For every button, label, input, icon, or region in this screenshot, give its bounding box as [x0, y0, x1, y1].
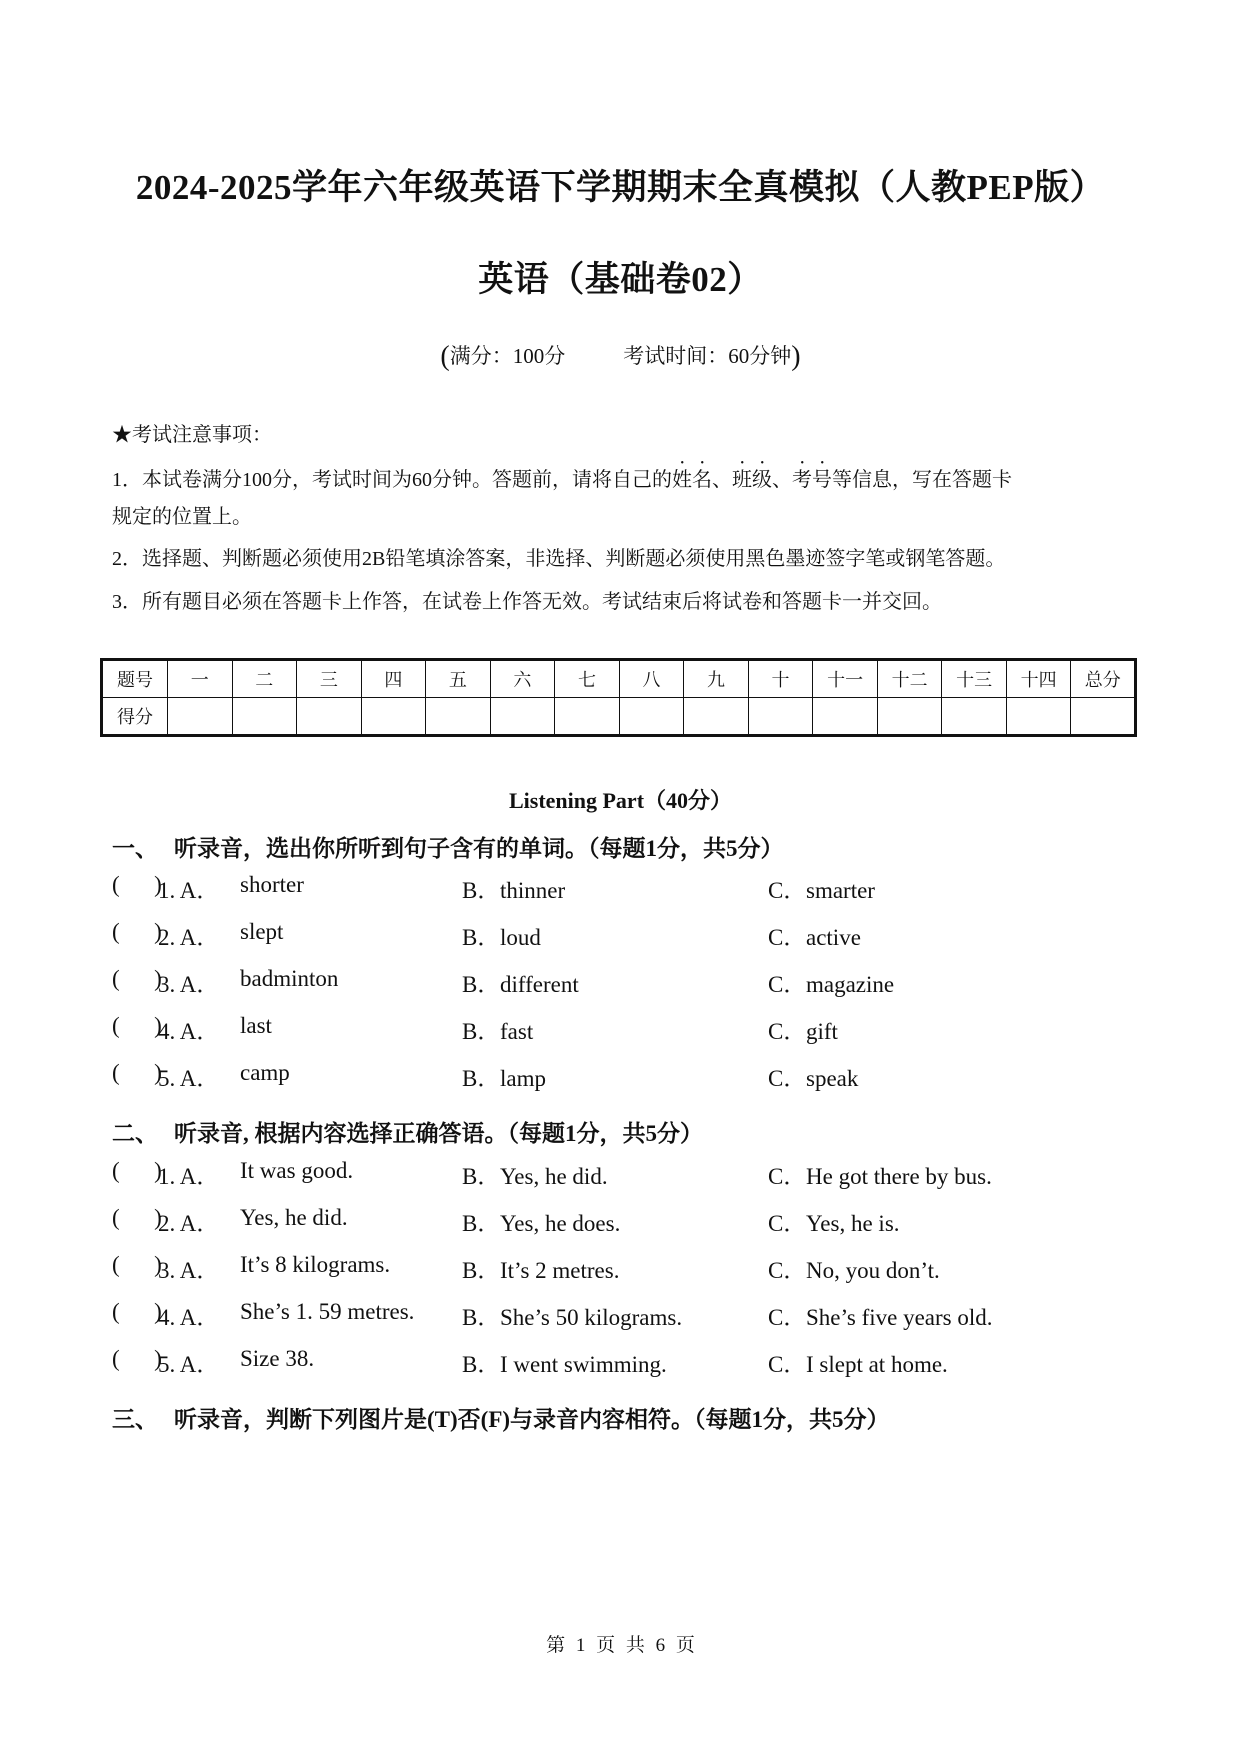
question-number: 3. A． [158, 972, 220, 997]
option-a: slept [240, 919, 284, 944]
question-row [112, 872, 1132, 904]
score-cell[interactable] [684, 698, 749, 736]
score-cell[interactable] [490, 698, 555, 736]
score-table-column: 十三 [942, 660, 1007, 698]
score-table-score-row [102, 698, 1136, 736]
score-cell[interactable] [297, 698, 362, 736]
score-table-column: 二 [232, 660, 297, 698]
score-cell[interactable] [877, 698, 942, 736]
exam-subtitle: 英语（基础卷02） [478, 260, 763, 299]
score-table-column: 九 [684, 660, 749, 698]
answer-blank[interactable]: ( ) [112, 1205, 162, 1230]
option-c: C．gift [768, 1019, 838, 1044]
section-1-heading: 一、 听录音，选出你所听到句子含有的单词。（每题1分，共5分） [112, 836, 784, 861]
score-cell[interactable] [426, 698, 491, 736]
note-item-1-continued: 规定的位置上。 [112, 506, 252, 528]
option-a: It was good. [240, 1158, 354, 1183]
score-table-row-label: 题号 [102, 660, 168, 698]
option-b: B．different [462, 972, 579, 997]
question-row [112, 919, 1132, 951]
score-table-column: 十二 [877, 660, 942, 698]
question-number: 5. A． [158, 1352, 220, 1377]
question-row [112, 1299, 1132, 1331]
score-table [100, 658, 1137, 737]
note-item-3: 3．所有题目必须在答题卡上作答，在试卷上作答无效。考试结束后将试卷和答题卡一并交回。 [112, 591, 942, 613]
option-c: C．No, you don’t. [768, 1258, 940, 1283]
option-b: B．I went swimming. [462, 1352, 667, 1377]
answer-blank[interactable]: ( ) [112, 872, 162, 897]
score-table-column: 七 [555, 660, 620, 698]
full-score: 满分：100分 [449, 344, 566, 368]
emphasis-name: 姓名 [672, 469, 712, 491]
option-b: B．She’s 50 kilograms. [462, 1305, 683, 1330]
score-cell[interactable] [1006, 698, 1071, 736]
question-row [112, 1205, 1132, 1237]
listening-part-title: Listening Part（40分） [508, 788, 733, 813]
note-item-2: 2．选择题、判断题必须使用2B铅笔填涂答案，非选择、判断题必须使用黑色墨迹签字笔或钢笔答题。 [112, 548, 1006, 570]
score-cell[interactable] [555, 698, 620, 736]
score-cell[interactable] [168, 698, 233, 736]
option-a: She’s 1. 59 metres. [240, 1299, 415, 1324]
note-item-1: 1．本试卷满分100分，考试时间为60分钟。答题前，请将自己的姓名、班级、考号等信息，写在答题卡 [112, 469, 1012, 491]
option-c: C．I slept at home. [768, 1352, 948, 1377]
score-table-column: 六 [490, 660, 555, 698]
question-row [112, 1158, 1132, 1190]
option-a: Yes, he did. [240, 1205, 348, 1230]
option-a: It’s 8 kilograms. [240, 1252, 391, 1277]
option-c: C．smarter [768, 878, 875, 903]
question-number: 5. A． [158, 1066, 220, 1091]
option-b: B．Yes, he does. [462, 1211, 621, 1236]
page-footer: 第 1 页 共 6 页 [546, 1635, 695, 1656]
exam-info-line: (满分：100分 考试时间：60分钟) [440, 341, 801, 372]
emphasis-class: 班级 [732, 469, 772, 491]
score-table-row-label: 得分 [102, 698, 168, 736]
question-row [112, 1013, 1132, 1045]
option-b: B．fast [462, 1019, 534, 1044]
question-number: 2. A． [158, 925, 220, 950]
score-cell[interactable] [942, 698, 1007, 736]
score-cell[interactable] [619, 698, 684, 736]
option-a: badminton [240, 966, 339, 991]
option-b: B．Yes, he did. [462, 1164, 608, 1189]
score-table-column: 十四 [1006, 660, 1071, 698]
emphasis-exam-number: 考号 [792, 469, 832, 491]
score-cell[interactable] [748, 698, 813, 736]
answer-blank[interactable]: ( ) [112, 919, 162, 944]
question-number: 1. A． [158, 878, 220, 903]
option-a: Size 38. [240, 1346, 315, 1371]
score-table-column: 十一 [813, 660, 878, 698]
score-cell[interactable] [1071, 698, 1136, 736]
question-row [112, 1060, 1132, 1092]
exam-title: 2024-2025学年六年级英语下学期期末全真模拟（人教PEP版） [135, 168, 1106, 207]
answer-blank[interactable]: ( ) [112, 1299, 162, 1324]
score-table-header-row [102, 660, 1136, 698]
score-table-column: 三 [297, 660, 362, 698]
option-a: camp [240, 1060, 290, 1085]
question-number: 2. A． [158, 1211, 220, 1236]
score-table-column: 五 [426, 660, 491, 698]
score-cell[interactable] [361, 698, 426, 736]
answer-blank[interactable]: ( ) [112, 966, 162, 991]
score-table-column: 十 [748, 660, 813, 698]
option-c: C．speak [768, 1066, 859, 1091]
option-b: B．thinner [462, 878, 566, 903]
score-cell[interactable] [232, 698, 297, 736]
question-number: 1. A． [158, 1164, 220, 1189]
question-row [112, 1346, 1132, 1378]
score-table-column: 四 [361, 660, 426, 698]
answer-blank[interactable]: ( ) [112, 1346, 162, 1371]
question-number: 4. A． [158, 1019, 220, 1044]
option-a: shorter [240, 872, 304, 897]
option-c: C．He got there by bus. [768, 1164, 992, 1189]
question-number: 3. A． [158, 1258, 220, 1283]
option-c: C．active [768, 925, 861, 950]
answer-blank[interactable]: ( ) [112, 1252, 162, 1277]
option-b: B．lamp [462, 1066, 546, 1091]
answer-blank[interactable]: ( ) [112, 1013, 162, 1038]
option-b: B．loud [462, 925, 541, 950]
option-c: C．Yes, he is. [768, 1211, 900, 1236]
option-c: C．She’s five years old. [768, 1305, 993, 1330]
exam-time: 考试时间：60分钟 [623, 344, 792, 368]
notes-heading: ★考试注意事项： [112, 424, 272, 446]
question-row [112, 966, 1132, 998]
answer-blank[interactable]: ( ) [112, 1060, 162, 1085]
option-a: last [240, 1013, 272, 1038]
question-number: 4. A． [158, 1305, 220, 1330]
section-3-heading: 三、 听录音，判断下列图片是(T)否(F)与录音内容相符。（每题1分，共5分） [112, 1407, 890, 1432]
score-cell[interactable] [813, 698, 878, 736]
score-table-column: 八 [619, 660, 684, 698]
answer-blank[interactable]: ( ) [112, 1158, 162, 1183]
score-table-column: 总分 [1071, 660, 1136, 698]
option-c: C．magazine [768, 972, 895, 997]
question-row [112, 1252, 1132, 1284]
section-2-heading: 二、 听录音, 根据内容选择正确答语。（每题1分，共5分） [112, 1121, 703, 1146]
option-b: B．It’s 2 metres. [462, 1258, 620, 1283]
score-table-column: 一 [168, 660, 233, 698]
